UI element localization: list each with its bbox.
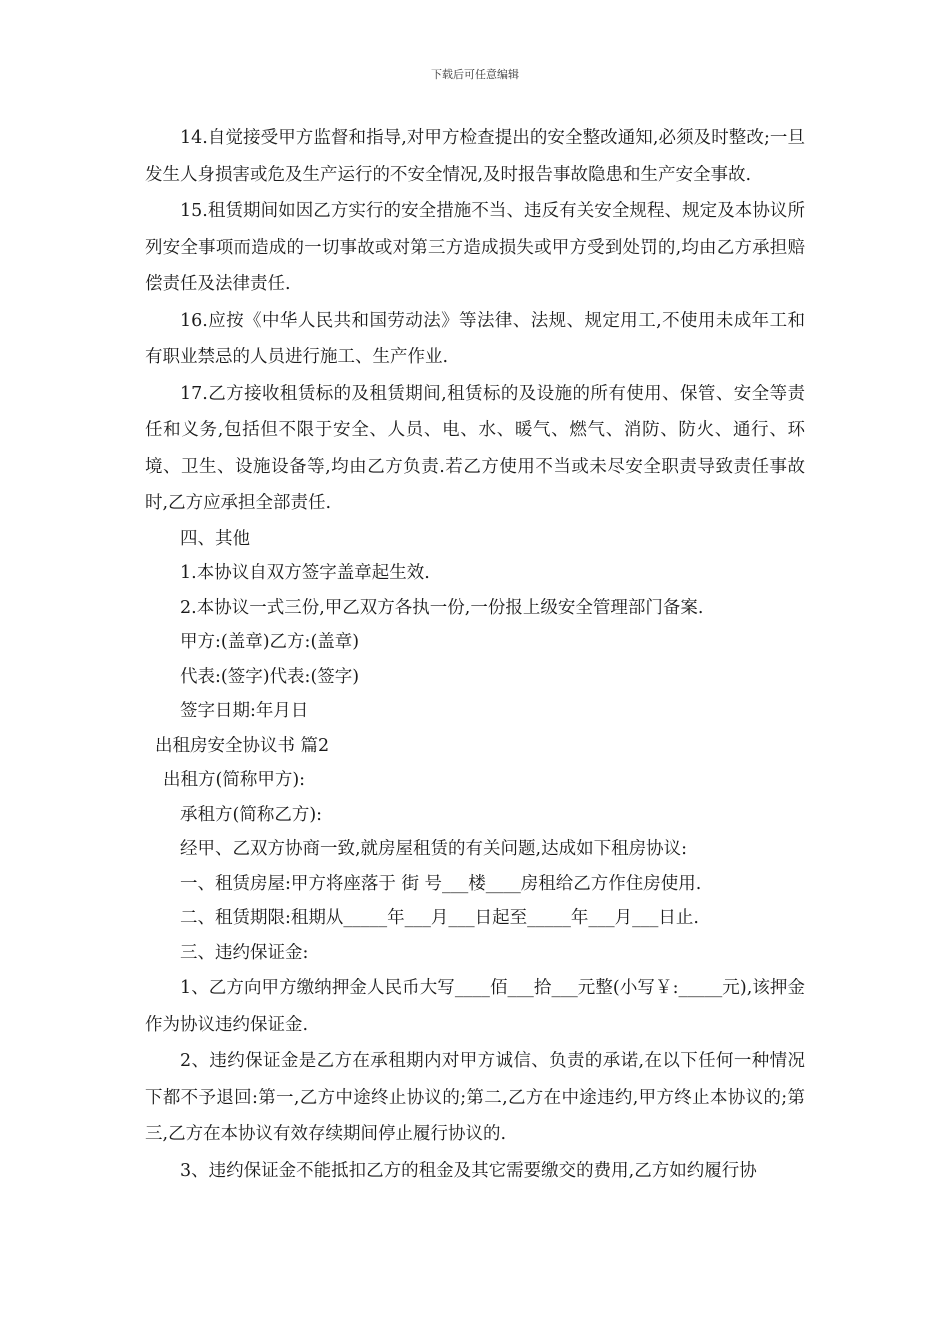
clause-16: 16.应按《中华人民共和国劳动法》等法律、法规、规定用工,不使用未成年工和有职业禁忌的人员进行施工、生产作业. <box>145 310 805 367</box>
clause-14: 14.自觉接受甲方监督和指导,对甲方检查提出的安全整改通知,必须及时整改;一旦发生人身损害或危及生产运行的不安全情况,及时报告事故隐患和生产安全事故. <box>145 128 805 185</box>
signature-date-line: 签字日期:年月日 <box>180 701 309 721</box>
other-item-1: 1.本协议自双方签字盖章起生效. <box>180 563 430 583</box>
clause-15: 15.租赁期间如因乙方实行的安全措施不当、违反有关安全规程、规定及本协议所列安全事项而造成的一切事故或对第三方造成损失或甲方受到处罚的,均由乙方承担赔偿责任及法律责任. <box>145 201 805 294</box>
section-other-heading: 四、其他 <box>180 528 250 549</box>
signature-rep-line: 代表:(签字)代表:(签字) <box>180 666 360 687</box>
intro-line: 经甲、乙双方协商一致,就房屋租赁的有关问题,达成如下租房协议: <box>180 839 688 859</box>
page-header-note: 下载后可任意编辑 <box>431 68 519 81</box>
clause-deposit-heading: 三、违约保证金: <box>180 942 309 963</box>
document-body <box>145 120 805 1189</box>
agreement-2-title: 出租房安全协议书 篇2 <box>155 735 330 756</box>
clause-17: 17.乙方接收租赁标的及租赁期间,租赁标的及设施的所有使用、保管、安全等责任和义务,包括但不限于安全、人员、电、水、暖气、燃气、消防、防火、通行、环境、卫生、设施设备等,均由乙方负责.若乙方使用不当或未尽安全职责导致责任事故时,乙方应承担全部责任. <box>145 383 805 513</box>
clause-rental-term: 二、租赁期限:租期从_____年___月___日起至_____年___月___日止. <box>180 908 699 928</box>
deposit-item-1: 1、乙方向甲方缴纳押金人民币大写____佰___拾___元整(小写￥:_____元),该押金作为协议违约保证金. <box>145 978 805 1035</box>
clause-rental-house: 一、租赁房屋:甲方将座落于 街 号___楼____房租给乙方作住房使用. <box>180 873 702 894</box>
deposit-item-3: 3、违约保证金不能抵扣乙方的租金及其它需要缴交的费用,乙方如约履行协 <box>180 1160 757 1181</box>
lessee-line: 承租方(简称乙方): <box>180 804 323 825</box>
deposit-item-2: 2、违约保证金是乙方在承租期内对甲方诚信、负责的承诺,在以下任何一种情况下都不予退回:第一,乙方中途终止协议的;第二,乙方在中途违约,甲方终止本协议的;第三,乙方在本协议有效存续期间停止履行协议的. <box>145 1051 805 1144</box>
other-item-2: 2.本协议一式三份,甲乙双方各执一份,一份报上级安全管理部门备案. <box>180 597 704 618</box>
lessor-line: 出租方(简称甲方): <box>163 770 306 790</box>
signature-seal-line: 甲方:(盖章)乙方:(盖章) <box>180 632 360 652</box>
